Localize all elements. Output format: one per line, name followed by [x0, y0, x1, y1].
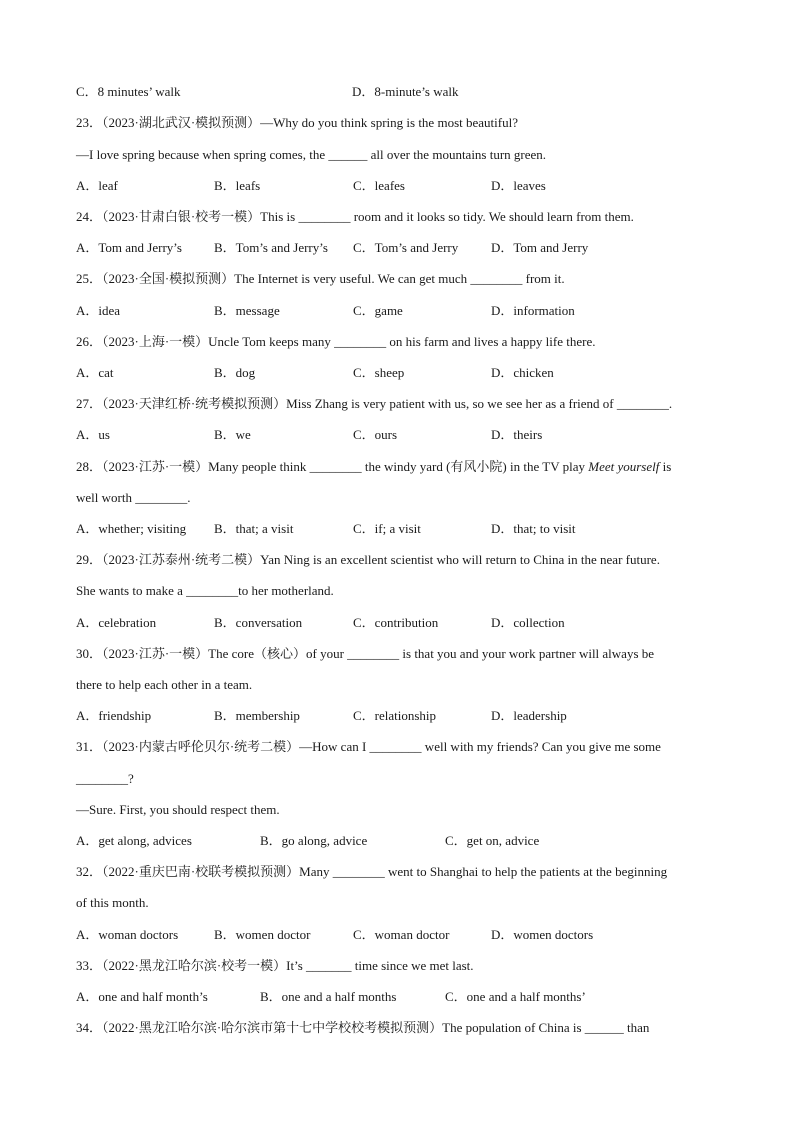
q30-stem-line2: there to help each other in a team.	[76, 677, 253, 692]
q22-option-d: D．8-minute’s walk	[352, 84, 459, 99]
q23-option-b: B．leafs	[214, 178, 261, 193]
q29-option-b: B．conversation	[214, 615, 303, 630]
q27-option-a: A．us	[76, 427, 110, 442]
q31-stem-line2: ________?	[76, 771, 134, 786]
q30-options	[76, 708, 736, 724]
q31-stem-line3: —Sure. First, you should respect them.	[76, 802, 280, 817]
q23-option-a: A．leaf	[76, 178, 118, 193]
q27-stem: 27．（2023·天津红桥·统考模拟预测）Miss Zhang is very patient with us, so we see her as a friend of ________.	[76, 396, 673, 411]
q25-option-d: D．information	[491, 303, 575, 318]
q29-stem-line2: She wants to make a ________to her motherland.	[76, 583, 334, 598]
q24-stem: 24．（2023·甘肃白银·校考一模）This is ________ room and it looks so tidy. We should learn from them.	[76, 209, 634, 224]
q23-stem: 23．（2023·湖北武汉·模拟预测）—Why do you think spring is the most beautiful?	[76, 115, 518, 130]
q25-stem: 25．（2023·全国·模拟预测）The Internet is very useful. We can get much ________ from it.	[76, 271, 565, 286]
q26-stem: 26．（2023·上海·一模）Uncle Tom keeps many ________ on his farm and lives a happy life there.	[76, 334, 596, 349]
q30-option-b: B．membership	[214, 708, 300, 723]
q30-option-d: D．leadership	[491, 708, 567, 723]
q29-option-a: A．celebration	[76, 615, 157, 630]
q27-options	[76, 427, 736, 443]
q30-option-c: C．relationship	[353, 708, 437, 723]
q30-option-a: A．friendship	[76, 708, 152, 723]
q29-option-d: D．collection	[491, 615, 565, 630]
q31-option-a: A．get along, advices	[76, 833, 192, 848]
q24-option-d: D．Tom and Jerry	[491, 240, 589, 255]
q28-stem-part1: 28．（2023·江苏·一模）Many people think ________ the windy yard (有风小院) in the TV play	[76, 459, 589, 474]
q28-stem-title: Meet yourself	[588, 459, 660, 474]
q31-option-c: C．get on, advice	[445, 833, 540, 848]
q34-stem: 34．（2022·黑龙江哈尔滨·哈尔滨市第十七中学校校考模拟预测）The population of China is ______ than	[76, 1020, 650, 1035]
q32-options	[76, 927, 736, 943]
q32-option-d: D．women doctors	[491, 927, 594, 942]
q26-option-b: B．dog	[214, 365, 256, 380]
q28-stem-line2: well worth ________.	[76, 490, 191, 505]
q31-options	[76, 833, 736, 849]
q24-option-a: A．Tom and Jerry’s	[76, 240, 182, 255]
q33-option-c: C．one and a half months’	[445, 989, 586, 1004]
q32-stem: 32．（2022·重庆巴南·校联考模拟预测）Many ________ went to Shanghai to help the patients at the beginning	[76, 864, 668, 879]
q28-stem-part2: is	[659, 459, 672, 474]
q32-stem-line2: of this month.	[76, 895, 149, 910]
q23-option-d: D．leaves	[491, 178, 546, 193]
q33-stem: 33．（2022·黑龙江哈尔滨·校考一模）It’s _______ time since we met last.	[76, 958, 474, 973]
q28-option-b: B．that; a visit	[214, 521, 294, 536]
q28-option-a: A．whether; visiting	[76, 521, 187, 536]
q26-option-d: D．chicken	[491, 365, 554, 380]
q22-option-c: C．8 minutes’ walk	[76, 84, 181, 99]
q30-stem: 30．（2023·江苏·一模）The core（核心）of your ________ is that you and your work partner will always be	[76, 646, 655, 661]
q28-stem	[76, 459, 724, 475]
q32-option-a: A．woman doctors	[76, 927, 179, 942]
q24-options	[76, 240, 736, 256]
q26-options	[76, 365, 736, 381]
q28-option-c: C．if; a visit	[353, 521, 421, 536]
q28-option-d: D．that; to visit	[491, 521, 576, 536]
q33-option-a: A．one and half month’s	[76, 989, 208, 1004]
q24-option-b: B．Tom’s and Jerry’s	[214, 240, 328, 255]
q32-option-b: B．women doctor	[214, 927, 311, 942]
q29-options	[76, 615, 736, 631]
q29-stem: 29．（2023·江苏泰州·统考二模）Yan Ning is an excellent scientist who will return to China in the near future.	[76, 552, 660, 567]
q23-options	[76, 178, 736, 194]
q23-stem-line2: —I love spring because when spring comes, the ______ all over the mountains turn green.	[76, 147, 547, 162]
q31-stem: 31．（2023·内蒙古呼伦贝尔·统考二模）—How can I ________ well with my friends? Can you give me some	[76, 739, 661, 754]
q32-option-c: C．woman doctor	[353, 927, 450, 942]
q27-option-d: D．theirs	[491, 427, 543, 442]
q25-option-c: C．game	[353, 303, 403, 318]
q33-options	[76, 989, 736, 1005]
q27-option-b: B．we	[214, 427, 251, 442]
q22-options	[76, 84, 736, 100]
q26-option-c: C．sheep	[353, 365, 405, 380]
q25-option-a: A．idea	[76, 303, 121, 318]
q25-options	[76, 303, 736, 319]
q27-option-c: C．ours	[353, 427, 398, 442]
q31-option-b: B．go along, advice	[260, 833, 368, 848]
q33-option-b: B．one and a half months	[260, 989, 397, 1004]
q29-option-c: C．contribution	[353, 615, 439, 630]
q23-option-c: C．leafes	[353, 178, 405, 193]
q25-option-b: B．message	[214, 303, 280, 318]
q24-option-c: C．Tom’s and Jerry	[353, 240, 459, 255]
q26-option-a: A．cat	[76, 365, 114, 380]
q28-options	[76, 521, 736, 537]
